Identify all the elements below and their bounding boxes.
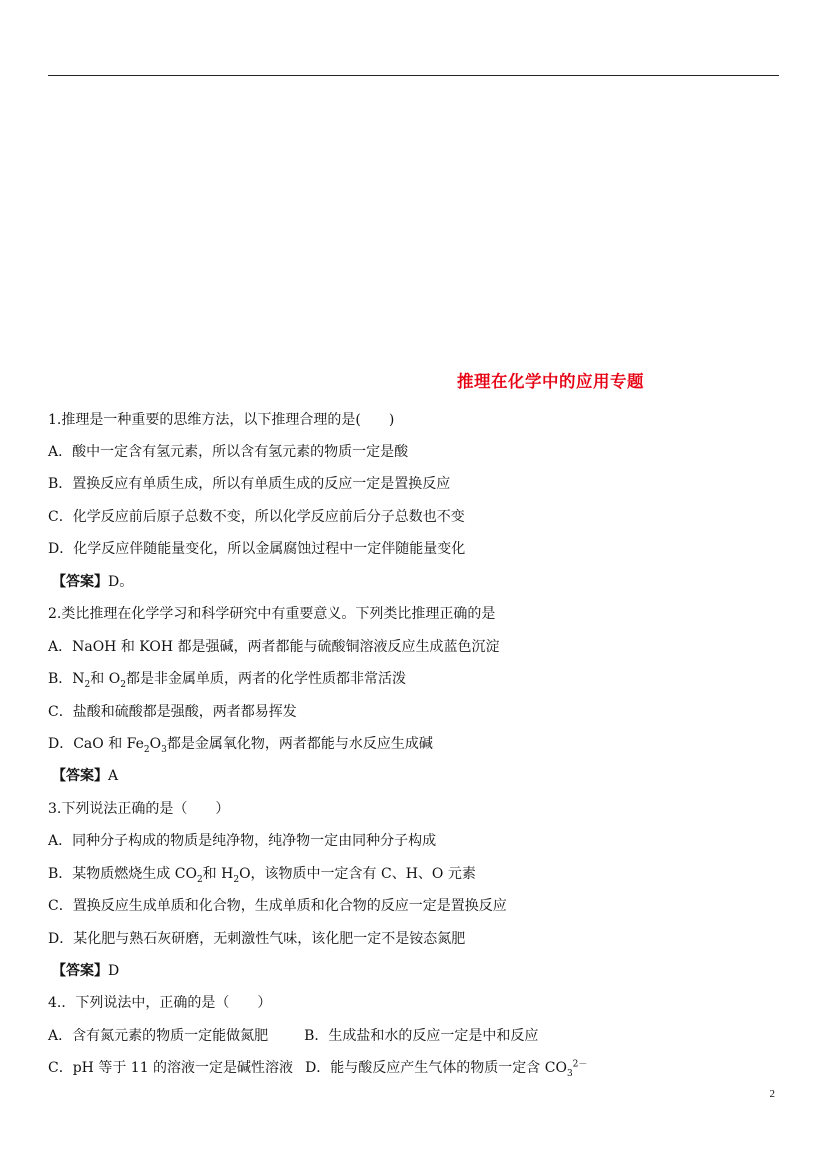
q2-option-c: C．盐酸和硫酸都是强酸，两者都易挥发	[48, 704, 297, 720]
q4-options-ab	[48, 1027, 538, 1045]
q3-option-d: D．某化肥与熟石灰研磨，无刺激性气味，该化肥一定不是铵态氮肥	[48, 931, 466, 947]
header-rule	[48, 75, 779, 76]
page-number: 2	[769, 1088, 775, 1100]
page-title: 推理在化学中的应用专题	[457, 372, 644, 391]
q2-answer	[52, 767, 118, 785]
q1-stem: 1.推理是一种重要的思维方法，以下推理合理的是( )	[48, 412, 395, 428]
answer-value: D	[108, 963, 120, 979]
q1-answer	[52, 573, 133, 591]
q4-option-b: B．生成盐和水的反应一定是中和反应	[304, 1028, 539, 1044]
answer-value: D。	[108, 574, 134, 590]
q3-option-a: A．同种分子构成的物质是纯净物，纯净物一定由同种分子构成	[48, 833, 437, 849]
answer-value: A	[108, 768, 119, 784]
q2-stem: 2.类比推理在化学学习和科学研究中有重要意义。下列类比推理正确的是	[48, 606, 496, 622]
q1-option-a: A．酸中一定含有氢元素，所以含有氢元素的物质一定是酸	[48, 444, 409, 460]
q1-option-c: C．化学反应前后原子总数不变，所以化学反应前后分子总数也不变	[48, 509, 465, 525]
q1-option-d: D．化学反应伴随能量变化，所以金属腐蚀过程中一定伴随能量变化	[48, 541, 466, 557]
q3-answer	[52, 962, 119, 980]
q4-option-c: C．pH 等于 11 的溶液一定是碱性溶液	[48, 1060, 294, 1076]
q3-stem: 3.下列说法正确的是（ ）	[48, 801, 230, 817]
answer-label: 【答案】	[52, 574, 108, 590]
q1-option-b: B．置换反应有单质生成，所以有单质生成的反应一定是置换反应	[48, 476, 451, 492]
q4-option-a: A．含有氮元素的物质一定能做氮肥	[48, 1028, 269, 1044]
q4-options-cd	[48, 1059, 587, 1077]
q3-option-b: B．某物质燃烧生成 $CO_2$和 $H_2O$，该物质中一定含有 C、H、O 元素	[48, 866, 476, 885]
q4-stem: 4.．下列说法中，正确的是（ ）	[48, 995, 272, 1011]
answer-label: 【答案】	[52, 768, 108, 784]
q2-option-d: D．CaO 和 $Fe_2O_3$都是金属氧化物，两者都能与水反应生成碱	[48, 736, 433, 755]
answer-label: 【答案】	[52, 963, 108, 979]
q2-option-a: A．NaOH 和 KOH 都是强碱，两者都能与硫酸铜溶液反应生成蓝色沉淀	[48, 639, 500, 655]
q3-option-c: C．置换反应生成单质和化合物，生成单质和化合物的反应一定是置换反应	[48, 898, 507, 914]
q4-option-d: D．能与酸反应产生气体的物质一定含 $CO_3^{2-}$	[305, 1059, 588, 1079]
q2-option-b: B．$N_2$和 $O_2$都是非金属单质，两者的化学性质都非常活泼	[48, 671, 406, 690]
